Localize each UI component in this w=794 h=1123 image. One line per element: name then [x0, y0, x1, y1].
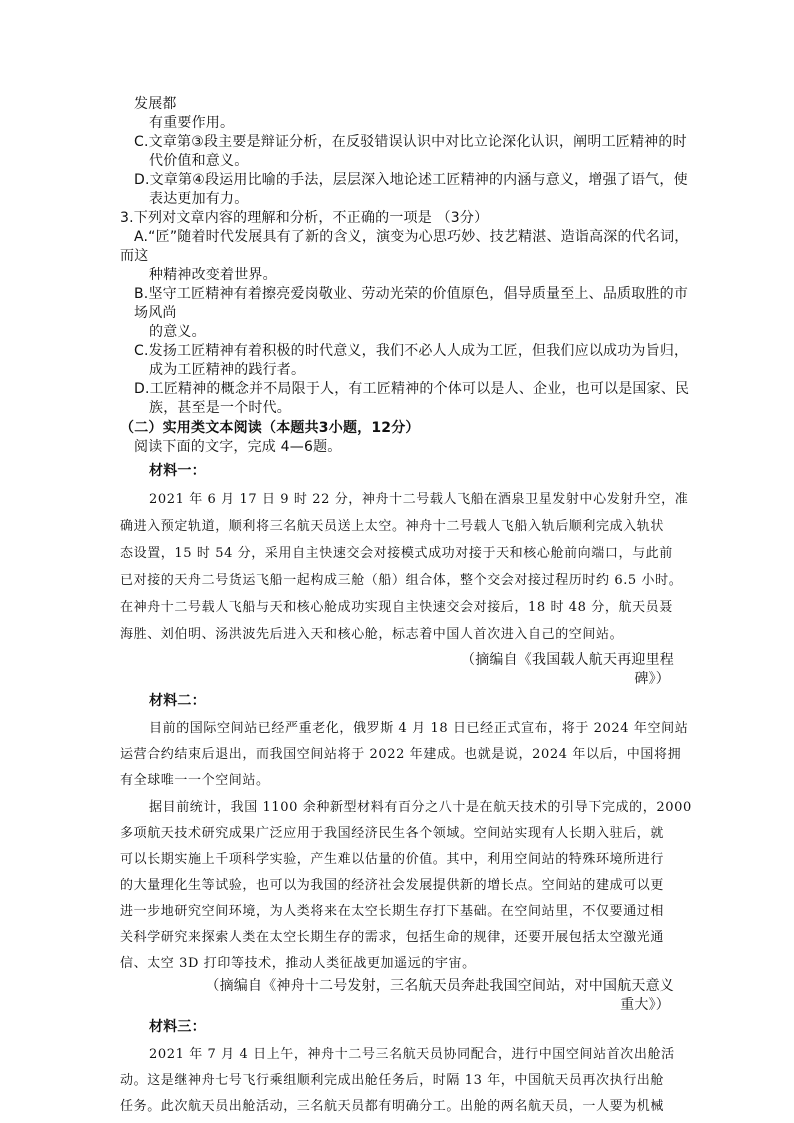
material-1-line: 海胜、刘伯明、汤洪波先后进入天和核心舱，标志着中国人首次进入自己的空间站。	[120, 627, 624, 642]
material-1-line: 已对接的天舟二号货运飞船一起构成三舱（船）组合体，整个交会对接过程历时约 6.5 小时。	[120, 573, 683, 588]
option-b-line: B.坚守工匠精神有着擦亮爱岗敬业、劳动光荣的价值原色，倡导质量至上、品质取胜的市	[134, 286, 689, 302]
option-d-line: D.文章第④段运用比喻的手法，层层深入地论述工匠精神的内涵与意义，增强了语气，使	[134, 172, 688, 188]
material-2-line: 可以长期实施上千项科学实验，产生难以估量的价值。其中，利用空间站的特殊环境所进行	[120, 852, 665, 867]
option-d-line: 表达更加有力。	[149, 191, 249, 207]
option-c-line: 成为工匠精神的践行者。	[149, 362, 306, 378]
material-2-source: 重大》）	[620, 997, 670, 1013]
option-a-line: 种精神改变着世界。	[149, 267, 277, 283]
material-2-line: 有全球唯一一个空间站。	[120, 773, 270, 788]
material-1-source: 碑》）	[634, 671, 670, 687]
section-heading: （二）实用类文本阅读（本题共3小题，12分）	[120, 420, 420, 436]
question-3-stem: 3.下列对文章内容的理解和分析，不正确的一项是 （3分）	[120, 210, 489, 226]
option-b-line: 场风尚	[134, 305, 177, 321]
text-line: 有重要作用。	[149, 115, 235, 131]
option-b-line: 的意义。	[149, 324, 206, 340]
material-3-line: 2021 年 7 月 4 日上午，神舟十二号三名航天员协同配合，进行中国空间站首次出舱活	[149, 1047, 675, 1062]
material-1-line: 2021 年 6 月 17 日 9 时 22 分，神舟十二号载人飞船在酒泉卫星发射中心发射升空，准	[149, 492, 689, 507]
material-2-line: 目前的国际空间站已经严重老化，俄罗斯 4 月 18 日已经正式宣布，将于 2024 年空间站	[149, 721, 689, 736]
material-2-line: 关科学研究来探索人类在太空长期生存的需求，包括生命的规律，还要开展包括太空激光通	[120, 930, 665, 945]
material-1-source: （摘编自《我国载人航天再迎里程	[461, 652, 674, 668]
text-line: 发展都	[134, 96, 177, 112]
option-d-line: 族，甚至是一个时代。	[149, 400, 291, 416]
section-instruction: 阅读下面的文字，完成 4—6题。	[134, 439, 342, 455]
option-c-line: 代价值和意义。	[149, 153, 249, 169]
material-2-line: 进一步地研究空间环境，为人类将来在太空长期生存打下基础。在空间站里，不仅要通过相	[120, 904, 665, 919]
material-3-title: 材料三：	[149, 1019, 206, 1035]
material-1-line: 确进入预定轨道，顺利将三名航天员送上太空。神舟十二号载人飞船入轨后顺利完成入轨状	[120, 519, 665, 534]
material-1-title: 材料一：	[149, 463, 206, 479]
material-1-line: 在神舟十二号载人飞船与天和核心舱成功实现自主快速交会对接后，18 时 48 分，航天员聂	[120, 600, 673, 615]
material-2-line: 信、太空 3D 打印等技术，推动人类征战更加遥远的宇宙。	[120, 956, 476, 971]
option-c-line: C.文章第③段主要是辩证分析，在反驳错误认识中对比立论深化认识，阐明工匠精神的时	[134, 134, 687, 150]
material-2-line: 多项航天技术研究成果广泛应用于我国经济民生各个领域。空间站实现有人长期入驻后，就	[120, 826, 665, 841]
material-2-line: 的大量理化生等试验，也可以为我国的经济社会发展提供新的增长点。空间站的建成可以更	[120, 878, 665, 893]
option-a-line: A.“匠”随着时代发展具有了新的含义，演变为心思巧妙、技艺精湛、造诣高深的代名词，	[134, 229, 689, 245]
material-2-title: 材料二：	[149, 693, 206, 709]
material-1-line: 态设置，15 时 54 分，采用自主快速交会对接模式成功对接于天和核心舱前向端口，与此前	[120, 546, 673, 561]
option-a-line: 而这	[120, 248, 149, 264]
option-c-line: C.发扬工匠精神有着积极的时代意义，我们不必人人成为工匠，但我们应以成功为旨归，	[134, 343, 689, 359]
option-d-line: D.工匠精神的概念并不局限于人，有工匠精神的个体可以是人、企业，也可以是国家、民	[134, 381, 690, 397]
material-3-line: 任务。此次航天员出舱活动，三名航天员都有明确分工。出舱的两名航天员，一人要为机械	[120, 1099, 665, 1114]
material-2-line: 运营合约结束后退出，而我国空间站将于 2022 年建成。也就是说，2024 年以后，中国将拥	[120, 747, 682, 762]
material-2-source: （摘编自《神舟十二号发射，三名航天员奔赴我国空间站，对中国航天意义	[205, 978, 674, 994]
material-3-line: 动。这是继神舟七号飞行乘组顺利完成出舱任务后，时隔 13 年，中国航天员再次执行出舱	[120, 1073, 665, 1088]
material-2-line: 据目前统计，我国 1100 余种新型材料有百分之八十是在航天技术的引导下完成的，2000	[149, 800, 692, 815]
